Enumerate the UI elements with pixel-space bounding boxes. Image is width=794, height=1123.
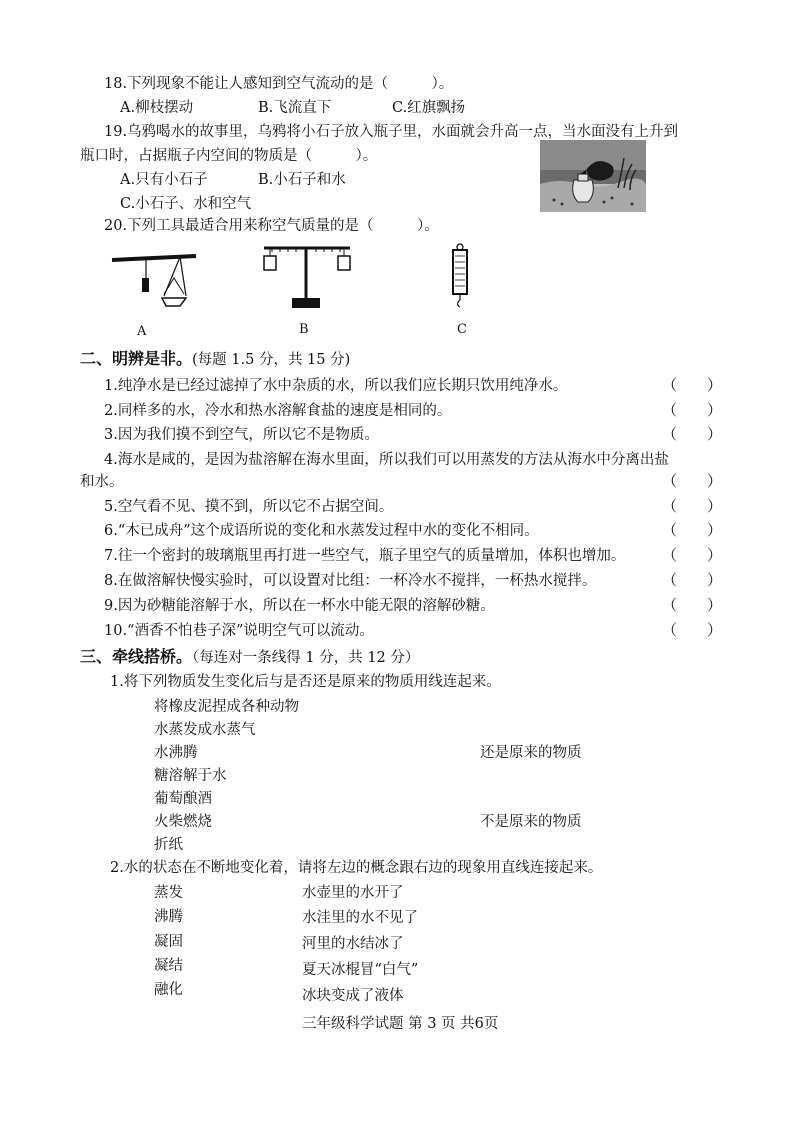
section3-heading-row	[80, 644, 419, 667]
q20-label-a: A	[137, 324, 147, 339]
tf-answer-paren-5[interactable]: （ ）	[662, 497, 723, 515]
match1-stem: 1.将下列物质发生变化后与是否还是原来的物质用线连起来。	[110, 674, 501, 690]
match1-left-4[interactable]: 糖溶解于水	[154, 768, 227, 784]
q18-option-a: A.柳枝摆动	[120, 100, 194, 116]
tf-answer-paren-4[interactable]: （ ）	[662, 472, 723, 490]
q19-option-c: C.小石子、水和空气	[120, 196, 252, 212]
q20-label-b: B	[299, 322, 309, 337]
match2-right-1[interactable]: 水壶里的水开了	[302, 885, 404, 901]
match1-left-7[interactable]: 折纸	[154, 837, 183, 853]
tf-answer-paren-8[interactable]: （ ）	[662, 571, 723, 589]
section2-heading: 二、明辨是非。	[80, 349, 193, 368]
q20-stem: 20.下列工具最适合用来称空气质量的是（ ）。	[104, 218, 439, 234]
match2-left-5[interactable]: 融化	[154, 982, 183, 998]
match1-right-1[interactable]: 还是原来的物质	[480, 745, 582, 761]
lever-scale-icon	[108, 248, 198, 318]
section2-heading-note: (每题 1.5 分，共 15 分)	[192, 352, 351, 368]
q19-option-b: B.小石子和水	[258, 172, 346, 188]
match2-left-4[interactable]: 凝结	[154, 958, 183, 974]
tf-item-4-line1: 4.海水是咸的，是因为盐溶解在海水里面，所以我们可以用蒸发的方法从海水中分离出盐	[104, 452, 669, 468]
q19-stem-line2: 瓶口时，占据瓶子内空间的物质是（ ）。	[80, 148, 378, 164]
q18-option-b: B.飞流直下	[258, 100, 332, 116]
section2-heading-row	[80, 346, 350, 369]
match2-right-2[interactable]: 水洼里的水不见了	[302, 910, 418, 926]
tf-item-5: 5.空气看不见、摸不到，所以它不占据空间。	[104, 499, 394, 515]
tf-answer-paren-10[interactable]: （ ）	[662, 621, 723, 639]
tf-answer-paren-9[interactable]: （ ）	[662, 596, 723, 614]
crow-drinking-illustration	[540, 140, 646, 212]
tf-answer-paren-2[interactable]: （ ）	[662, 401, 723, 419]
section3-heading-note: （每连对一条线得 1 分，共 12 分）	[192, 650, 420, 666]
match1-left-2[interactable]: 水蒸发成水蒸气	[154, 722, 256, 738]
q19-option-a: A.只有小石子	[120, 172, 208, 188]
match2-left-3[interactable]: 凝固	[154, 934, 183, 950]
tf-item-7: 7.往一个密封的玻璃瓶里再打进一些空气，瓶子里空气的质量增加，体积也增加。	[104, 548, 626, 564]
match1-right-2[interactable]: 不是原来的物质	[480, 814, 582, 830]
tf-item-10: 10.“酒香不怕巷子深”说明空气可以流动。	[104, 623, 374, 639]
tf-answer-paren-7[interactable]: （ ）	[662, 546, 723, 564]
q19-stem-line1: 19.乌鸦喝水的故事里，乌鸦将小石子放入瓶子里，水面就会升高一点，当水面没有上升到	[104, 124, 679, 140]
q18-option-c: C.红旗飘扬	[392, 100, 466, 116]
tf-item-8: 8.在做溶解快慢实验时，可以设置对比组：一杯冷水不搅拌，一杯热水搅拌。	[104, 573, 597, 589]
match2-right-4[interactable]: 夏天冰棍冒“白气”	[302, 962, 419, 978]
balance-scale-icon	[258, 242, 354, 312]
tf-item-2: 2.同样多的水，冷水和热水溶解食盐的速度是相同的。	[104, 403, 452, 419]
spring-scale-icon	[448, 242, 472, 308]
tf-item-1: 1.纯净水是已经过滤掉了水中杂质的水，所以我们应长期只饮用纯净水。	[104, 378, 568, 394]
match1-left-6[interactable]: 火柴燃烧	[154, 814, 212, 830]
tf-item-3: 3.因为我们摸不到空气，所以它不是物质。	[104, 427, 379, 443]
match2-left-2[interactable]: 沸腾	[154, 909, 183, 925]
match2-right-3[interactable]: 河里的水结冰了	[302, 936, 404, 952]
match2-right-5[interactable]: 冰块变成了液体	[302, 988, 404, 1004]
page-footer: 三年级科学试题 第 3 页 共6页	[302, 1016, 499, 1032]
section3-heading: 三、牵线搭桥。	[80, 647, 193, 666]
q18-stem: 18.下列现象不能让人感知到空气流动的是（ ）。	[104, 76, 454, 92]
match2-stem: 2.水的状态在不断地变化着，请将左边的概念跟右边的现象用直线连接起来。	[110, 860, 603, 876]
tf-item-4-line2: 和水。	[80, 474, 124, 490]
match1-left-5[interactable]: 葡萄酿酒	[154, 791, 212, 807]
match2-left-1[interactable]: 蒸发	[154, 885, 183, 901]
tf-item-9: 9.因为砂糖能溶解于水，所以在一杯水中能无限的溶解砂糖。	[104, 598, 495, 614]
tf-answer-paren-1[interactable]: （ ）	[662, 376, 723, 394]
tf-answer-paren-6[interactable]: （ ）	[662, 521, 723, 539]
tf-answer-paren-3[interactable]: （ ）	[662, 425, 723, 443]
match1-left-1[interactable]: 将橡皮泥捏成各种动物	[154, 699, 299, 715]
tf-item-6: 6.“木已成舟”这个成语所说的变化和水蒸发过程中水的变化不相同。	[104, 523, 539, 539]
match1-left-3[interactable]: 水沸腾	[154, 745, 198, 761]
q20-label-c: C	[457, 322, 467, 337]
